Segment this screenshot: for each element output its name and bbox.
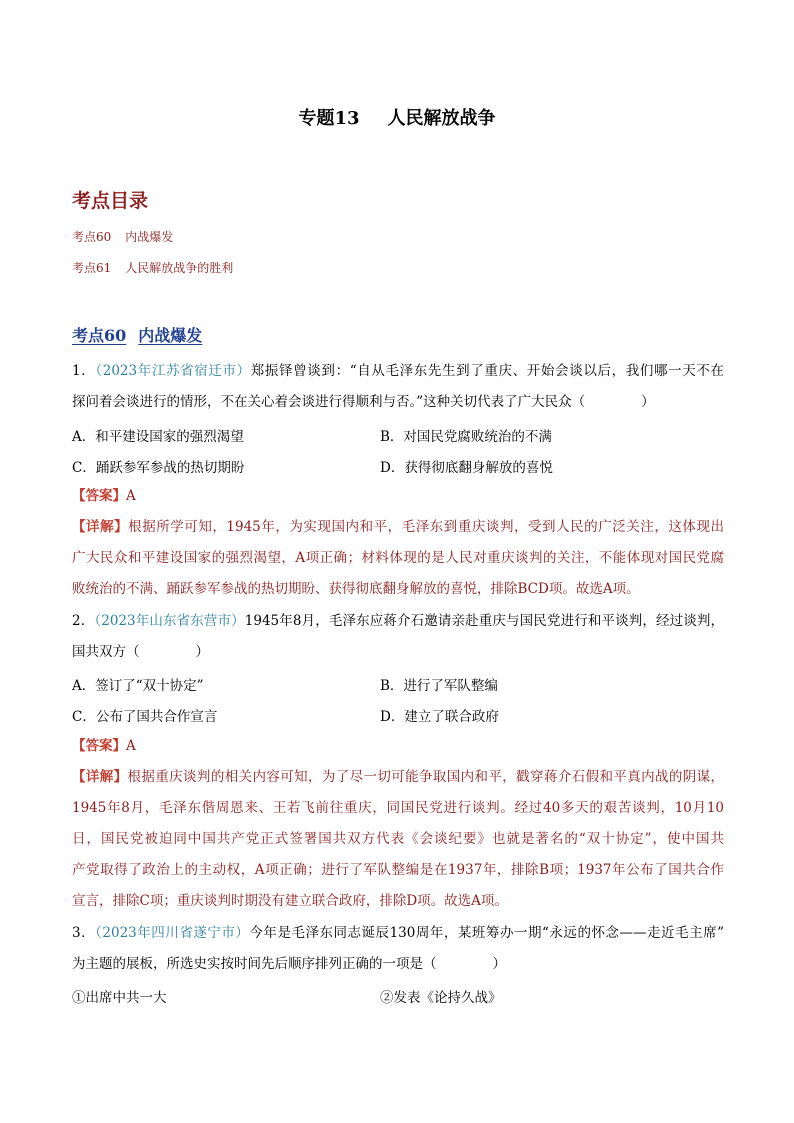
q1-line1: 1．（2023年江苏省宿迁市）郑振铎曾谈到：“自从毛泽东先生到了重庆、开始会谈以后，我们哪一天不在 [72,363,725,379]
q1-detail-line2: 广大民众和平建设国家的强烈渴望，A项正确；材料体现的是人民对重庆谈判的关注，不能体现对国民党腐 [72,550,724,566]
q2-option-b[interactable]: B．进行了军队整编 [380,678,498,694]
q3-line1: 3．（2023年四川省遂宁市）今年是毛泽东同志诞辰130周年，某班筹办一期“永远的怀念——走近毛主席” [72,925,724,941]
q2-detail-line5: 宣言，排除C项；重庆谈判时期没有建立联合政府，排除D项。故选A项。 [72,893,508,909]
q1-option-c[interactable]: C．踊跃参军参战的热切期盼 [72,460,245,476]
q2-line1: 2．（2023年山东省东营市）1945年8月，毛泽东应蒋介石邀请亲赴重庆与国民党进行和平谈判，经过谈判， [72,613,724,629]
page-title: 专题13 人民解放战争 [298,108,496,129]
q2-detail-line3: 日，国民党被迫同中国共产党正式签署国共双方代表《会谈纪要》也就是著名的“双十协定”，使中国共 [72,831,724,847]
q1-option-b[interactable]: B．对国民党腐败统治的不满 [380,429,552,445]
q2-option-a[interactable]: A．签订了“双十协定” [72,678,204,694]
q2-source: （2023年山东省东营市） [94,613,245,629]
q1-detail-line1: 【详解】根据所学可知，1945年，为实现国内和平，毛泽东到重庆谈判，受到人民的广泛关注，这体现出 [72,519,725,535]
q3-item-1[interactable]: ①出席中共一大 [72,990,167,1006]
q1-option-d[interactable]: D．获得彻底翻身解放的喜悦 [380,460,553,476]
q3-source: （2023年四川省遂宁市） [95,925,250,941]
q2-line2: 国共双方（ ） [72,644,209,660]
toc-heading: 考点目录 [72,190,149,212]
q1-source: （2023年江苏省宿迁市） [95,363,251,379]
toc-item-61[interactable]: 考点61 人民解放战争的胜利 [72,261,234,275]
q2-detail-line1: 【详解】根据重庆谈判的相关内容可知，为了尽一切可能争取国内和平，戳穿蒋介石假和平真内战的阴谋， [72,769,725,785]
toc-item-60[interactable]: 考点60 内战爆发 [72,230,174,244]
q2-detail-line2: 1945年8月，毛泽东偕周恩来、王若飞前往重庆，同国民党进行谈判。经过40多天的艰苦谈判，10月10 [72,800,724,816]
q1-line2: 探问着会谈进行的情形，不在关心着会谈进行得顺利与否。”这种关切代表了广大民众（ ） [72,394,655,410]
q2-detail-line4: 产党取得了政治上的主动权，A项正确；进行了军队整编是在1937年，排除B项；1937年公布了国共合作 [72,862,724,878]
q2-option-d[interactable]: D．建立了联合政府 [380,709,499,725]
q1-option-a[interactable]: A．和平建设国家的强烈渴望 [72,429,244,445]
q1-detail-line3: 败统治的不满、踊跃参军参战的热切期盼、获得彻底翻身解放的喜悦，排除BCD项。故选A项。 [72,581,640,597]
q3-line2: 为主题的展板，所选史实按时间先后顺序排列正确的一项是（ ） [72,956,506,972]
section-heading: 考点60 内战爆发 [72,326,203,345]
q2-option-c[interactable]: C．公布了国共合作宣言 [72,709,218,725]
q3-item-2[interactable]: ②发表《论持久战》 [380,990,502,1006]
q2-answer: 【答案】A [72,738,136,754]
q1-answer: 【答案】A [72,488,136,504]
